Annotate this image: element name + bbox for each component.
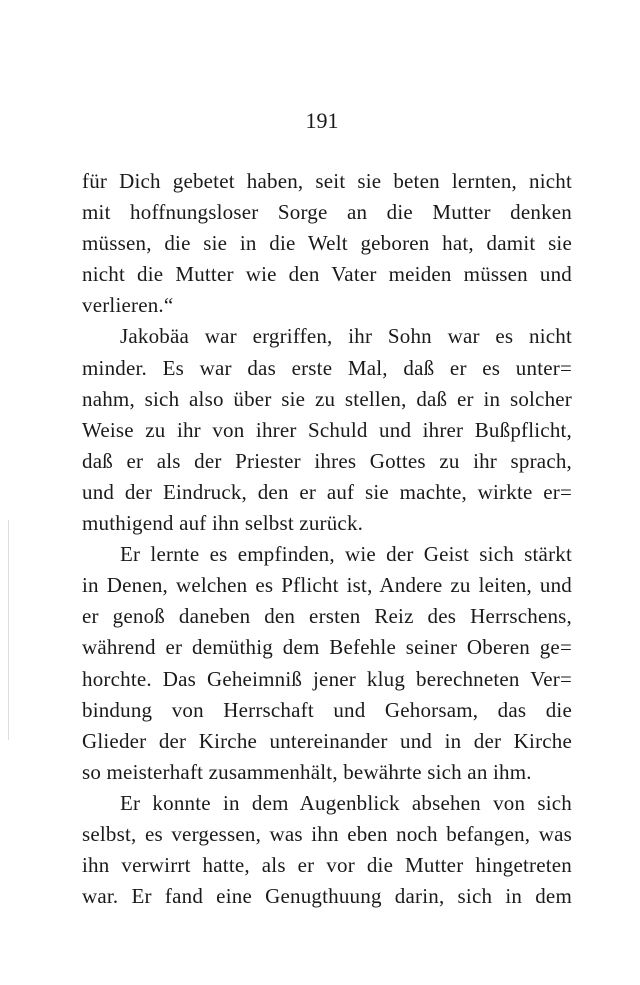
text-line: bindung von Herrschaft und Gehorsam, das die (82, 697, 572, 722)
text-line: Glieder der Kirche untereinander und in der Kirche (82, 728, 572, 753)
text-line: er genoß daneben den ersten Reiz des Herrschens, (82, 604, 572, 629)
text-line: Jakobäa war ergriffen, ihr Sohn war es nicht (120, 324, 572, 349)
page-number: 191 (305, 108, 339, 133)
text-line: Er lernte es empfinden, wie der Geist sich stärkt (120, 542, 572, 567)
text-line: müssen, die sie in die Welt geboren hat, damit sie (82, 231, 572, 256)
text-line: nahm, sich also über sie zu stellen, daß er in solcher (82, 386, 572, 411)
text-line: selbst, es vergessen, was ihn eben noch befangen, was (82, 821, 572, 846)
text-line: Weise zu ihr von ihrer Schuld und ihrer Bußpflicht, (82, 417, 572, 442)
text-line: war. Er fand eine Genugthuung darin, sich in dem (82, 884, 572, 909)
text-line: in Denen, welchen es Pflicht ist, Andere zu leiten, und (82, 573, 572, 598)
scan-edge (8, 520, 9, 740)
text-line: ihn verwirrt hatte, als er vor die Mutter hingetreten (82, 853, 572, 878)
text-line: nicht die Mutter wie den Vater meiden müssen und (82, 262, 572, 287)
text-line: so meisterhaft zusammenhält, bewährte sich an ihm. (82, 759, 532, 784)
body-text (82, 166, 572, 912)
text-line: daß er als der Priester ihres Gottes zu ihr sprach, (82, 448, 572, 473)
text-line: horchte. Das Geheimniß jener klug berechneten Ver= (82, 666, 572, 691)
text-line: Er konnte in dem Augenblick absehen von sich (120, 790, 572, 815)
text-line: für Dich gebetet haben, seit sie beten lernten, nicht (82, 169, 572, 193)
text-line: und der Eindruck, den er auf sie machte, wirkte er= (82, 479, 572, 504)
text-line: während er demüthig dem Befehle seiner Oberen ge= (82, 635, 572, 660)
text-line: minder. Es war das erste Mal, daß er es unter= (82, 355, 572, 380)
text-line: mit hoffnungsloser Sorge an die Mutter denken (82, 200, 572, 225)
text-line: verlieren.“ (82, 293, 174, 318)
text-line: muthigend auf ihn selbst zurück. (82, 511, 364, 536)
